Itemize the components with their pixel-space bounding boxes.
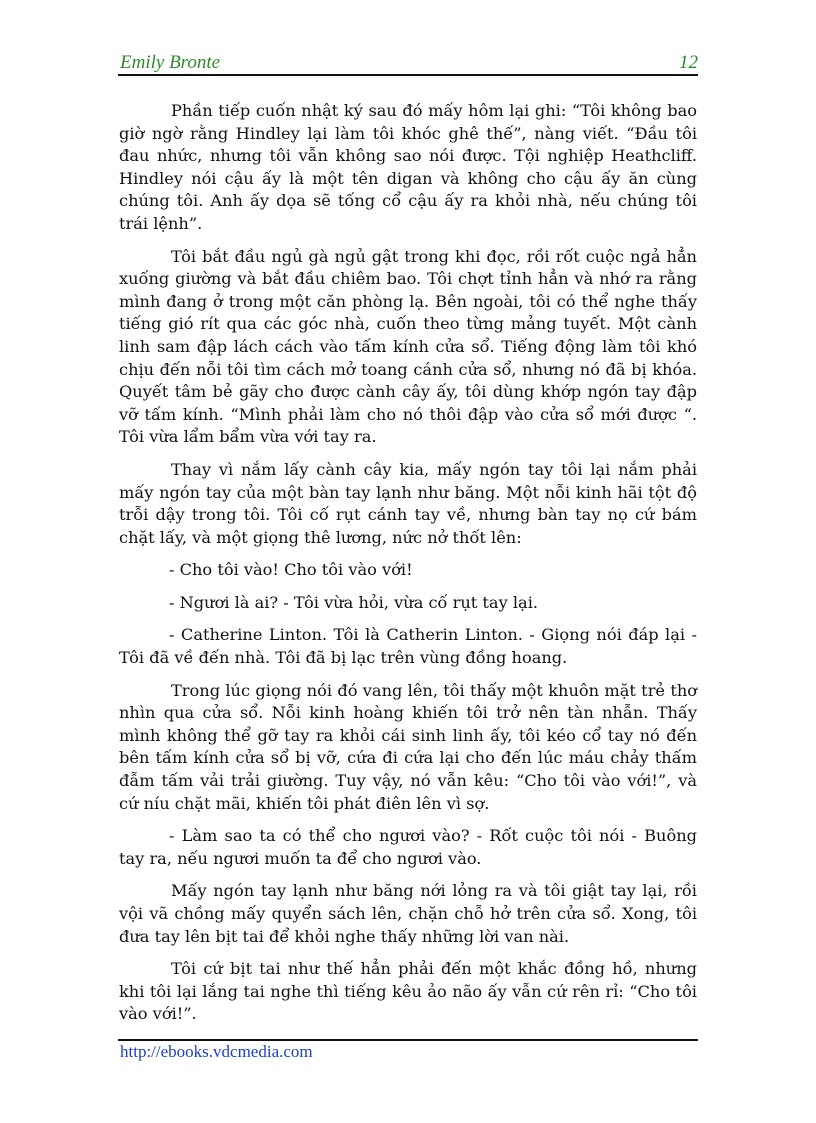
paragraph: Tôi cứ bịt tai như thế hẳn phải đến một khắc đồng hồ, nhưng khi tôi lại lắng tai nghe thì tiếng kêu ảo não ấy vẫn cứ rên rỉ: “Cho tôi vào với!”. [119,959,697,1024]
dialogue-line: - Cho tôi vào! Cho tôi vào với! [169,560,413,580]
page-header [118,52,698,76]
footer-link[interactable]: http://ebooks.vdcmedia.com [120,1042,313,1061]
paragraph: Mấy ngón tay lạnh như băng nới lỏng ra và tôi giật tay lại, rồi vội vã chồng mấy quyển sách lên, chặn chỗ hở trên cửa sổ. Xong, tôi đưa tay lên bịt tai để khỏi nghe thấy những lời van nài. [119,881,697,946]
body-text [119,100,697,1036]
footer-divider [118,1039,698,1041]
header-author: Emily Bronte [120,52,221,73]
paragraph: Thay vì nắm lấy cành cây kia, mấy ngón tay tôi lại nắm phải mấy ngón tay của một bàn tay lạnh như băng. Một nỗi kinh hãi tột độ trỗi dậy trong tôi. Tôi cố rụt cánh tay về, nhưng bàn tay nọ cứ bám chặt lấy, và một giọng thê lương, nức nở thốt lên: [119,459,697,547]
paragraph: Tôi bắt đầu ngủ gà ngủ gật trong khi đọc, rồi rốt cuộc ngả hẳn xuống giường và bắt đầu chiêm bao. Tôi chợt tỉnh hẳn và nhớ ra rằng mình đang ở trong một căn phòng lạ. Bên ngoài, tôi có thể nghe thấy tiếng gió rít qua các góc nhà, cuốn theo từng mảng tuyết. Một cành linh sam đập lách cách vào tấm kính cửa sổ. Tiếng động làm tôi khó chịu đến nỗi tôi tìm cách mở toang cánh cửa sổ, nhưng nó đã bị khóa. Quyết tâm bẻ gãy cho được cành cây ấy, tôi dùng khớp ngón tay đập vỡ tấm kính. “Mình phải làm cho nó thôi đập vào cửa sổ mới được “. Tôi vừa lẩm bẩm vừa với tay ra. [119,246,697,447]
page-number: 12 [679,52,698,73]
dialogue-line: - Làm sao ta có thể cho ngươi vào? - Rốt cuộc tôi nói - Buông tay ra, nếu ngươi muốn ta để cho ngươi vào. [119,826,697,868]
paragraph: Trong lúc giọng nói đó vang lên, tôi thấy một khuôn mặt trẻ thơ nhìn qua cửa sổ. Nỗi kinh hoàng khiến tôi trở nên tàn nhẫn. Thấy mình không thể gỡ tay ra khỏi cái sinh linh ấy, tôi kéo cổ tay nó đến bên tấm kính cửa sổ bị vỡ, cứa đi cứa lại cho đến lúc máu chảy thấm đẫm tấm vải trải giường. Tuy vậy, nó vẫn kêu: “Cho tôi vào với!”, và cứ níu chặt mãi, khiến tôi phát điên lên vì sợ. [119,680,697,813]
dialogue-line: - Catherine Linton. Tôi là Catherin Linton. - Giọng nói đáp lại - Tôi đã về đến nhà. Tôi đã bị lạc trên vùng đồng hoang. [119,625,697,668]
dialogue-line: - Ngươi là ai? - Tôi vừa hỏi, vừa cố rụt tay lại. [169,592,539,612]
paragraph: Phần tiếp cuốn nhật ký sau đó mấy hôm lại ghi: “Tôi không bao giờ ngờ rằng Hindley lại làm tôi khóc ghê thế”, nàng viết. “Đầu tôi đau nhức, nhưng tôi vẫn không sao nói được. Tội nghiệp Heathcliff. Hindley nói cậu ấy là một tên digan và không cho cậu ấy ăn cùng chúng tôi. Anh ấy dọa sẽ tống cổ cậu ấy ra khỏi nhà, nếu chúng tôi trái lệnh”. [119,101,697,233]
